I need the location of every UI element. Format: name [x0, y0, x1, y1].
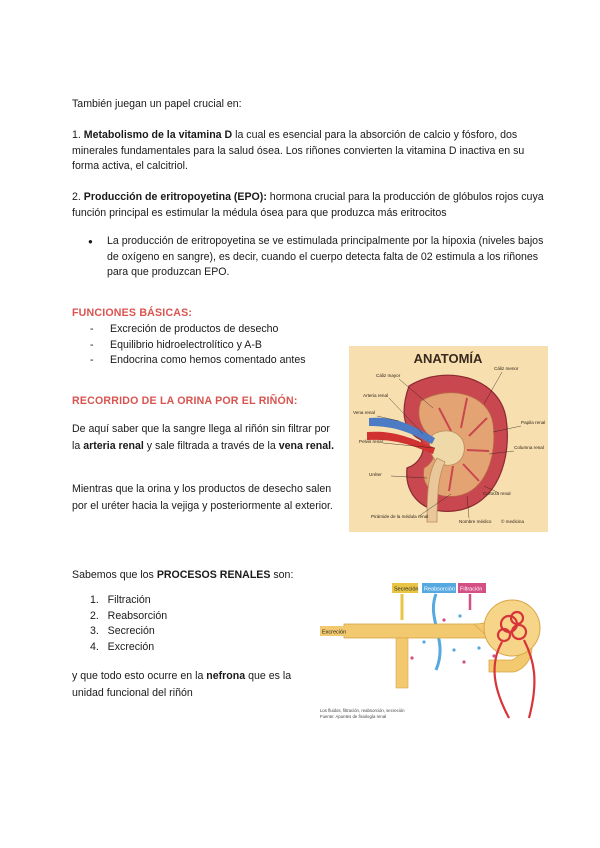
list-item: - Endocrina como hemos comentado antes — [90, 353, 350, 369]
bullet-text: La producción de eritropoyetina se ve estimulada principalmente por la hipoxia (niveles bajos de oxígeno en sangre), es decir, cuando el cuerpo detecta falta de 02 estimula a los riñones para que produzcan EPO. — [107, 235, 544, 278]
kidney-anatomy-figure — [349, 346, 548, 532]
label-piramide: Pirámide de la médula renal — [371, 514, 429, 519]
label-ureter: Uréter — [369, 472, 382, 477]
vitamin-d-paragraph — [72, 128, 547, 175]
bullet-dot: ● — [88, 237, 93, 246]
label-papila-renal: Papila renal — [521, 420, 546, 425]
nephron-figure — [314, 580, 548, 722]
nephron-term: nefrona — [206, 670, 246, 682]
item2-text: hormona crucial para la producción de glóbulos rojos cuya función principal es estimular la médula ósea para que produzca más eritrocitos — [72, 191, 544, 219]
outro-c: que es la unidad funcional del riñón — [72, 670, 292, 699]
label-columna-renal: Columna renal — [514, 445, 544, 450]
list-item: 4. Excreción — [90, 640, 155, 653]
urine-text-c: y sale filtrada a través de la — [143, 440, 279, 452]
label-nombre-medio: Nombre médico — [459, 519, 492, 524]
caption-line-1: Los fluidos, filtración, reabsorción, secreción — [320, 708, 405, 713]
label-calix-mayor: Cáliz mayor — [376, 373, 401, 378]
tubule-horizontal — [344, 624, 489, 638]
basic-functions-list — [90, 322, 350, 369]
reabsorcion-label: Reabsorción — [424, 586, 455, 593]
figure-credit: © medicina — [501, 519, 525, 524]
list-item: - Excreción de productos de desecho — [90, 322, 350, 338]
collecting-duct — [396, 638, 408, 688]
urine-path-paragraph-2: Mientras que la orina y los productos de desecho salen por el uréter hacia la vejiga y posteriormente al exterior. — [72, 483, 333, 512]
list-item: 3. Secreción — [90, 625, 155, 637]
label-vena-renal: Vena renal — [353, 410, 375, 415]
label-corteza-renal: Corteza renal — [483, 491, 511, 496]
list-item: - Equilibrio hidroelectrolítico y A-B — [90, 338, 350, 354]
processes-list — [90, 593, 167, 655]
list-item: 2. Reabsorción — [90, 609, 168, 622]
item1-title: Metabolismo de la vitamina D — [83, 129, 233, 141]
label-calix-menor: Cáliz menor — [494, 366, 519, 371]
urine-path-paragraph-1 — [72, 421, 340, 455]
urine-text-a: De aquí saber que la sangre llega al riñón sin filtrar por la — [72, 423, 330, 452]
outro-a: y que todo esto ocurre en la — [72, 670, 207, 682]
processes-outro — [72, 668, 312, 702]
intro-text: También juegan un papel crucial en: — [72, 98, 242, 110]
secrecion-label: Secreción — [394, 586, 419, 593]
epo-bullet — [72, 234, 547, 281]
renal-artery-term: arteria renal — [83, 440, 144, 452]
excrecion-label: Excreción — [322, 629, 347, 636]
renal-vein-term: vena renal. — [278, 440, 335, 452]
renal-processes-term: PROCESOS RENALES — [156, 569, 271, 581]
processes-intro-a: Sabemos que los — [72, 569, 157, 581]
epo-paragraph — [72, 190, 547, 221]
urine-path-heading: RECORRIDO DE LA ORINA POR EL RIÑÓN: — [72, 395, 298, 407]
caption-line-2: Fuente: Apuntes de fisiología renal — [320, 714, 387, 719]
label-pelvis-renal: Pelvis renal — [359, 439, 383, 444]
item2-number: 2. — [72, 191, 81, 203]
basic-functions-heading: FUNCIONES BÁSICAS: — [72, 307, 193, 319]
item2-title: Producción de eritropoyetina (EPO): — [83, 191, 267, 203]
item1-text: la cual es esencial para la absorción de calcio y fósforo, dos minerales fundamentales para la salud ósea. Los riñones convierten la vitamina D inactiva en su forma activa, el calcitriol. — [72, 129, 525, 172]
processes-intro — [72, 568, 293, 584]
anatomy-title: ANATOMÍA — [413, 351, 483, 366]
list-item: 1. Filtración — [90, 594, 151, 606]
filtracion-label: Filtración — [460, 586, 483, 593]
processes-intro-c: son: — [270, 569, 294, 581]
label-arteria-renal: Arteria renal — [363, 393, 389, 398]
item1-number: 1. — [72, 129, 81, 141]
